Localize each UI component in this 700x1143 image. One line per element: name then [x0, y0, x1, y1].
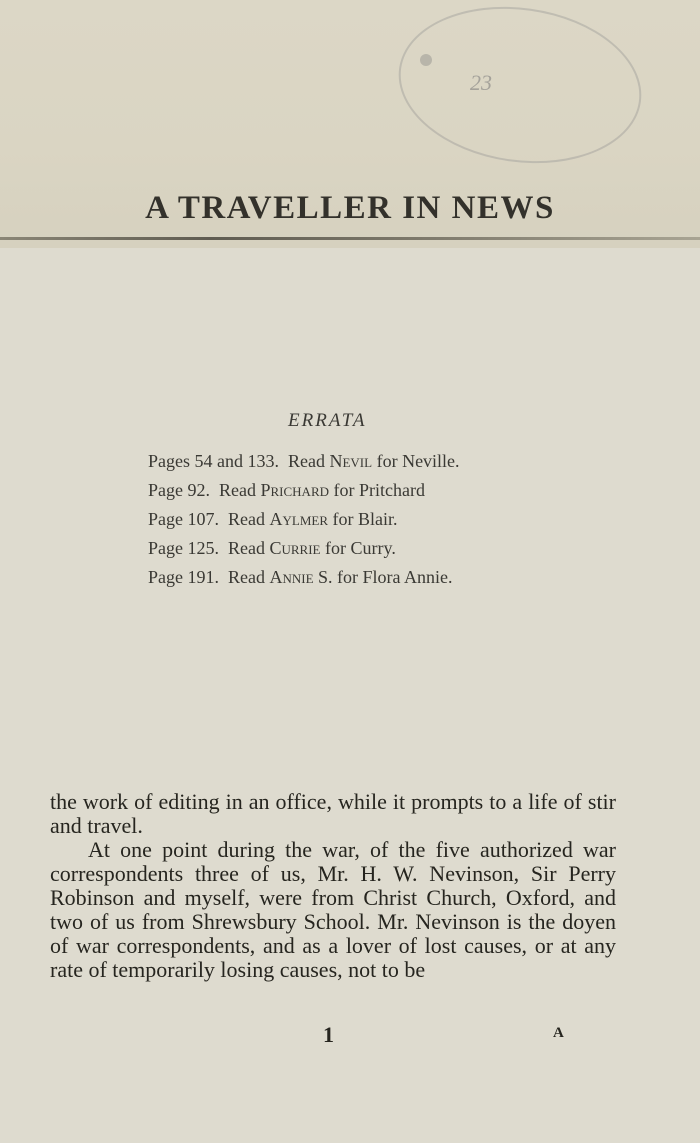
book-title: A TRAVELLER IN NEWS	[145, 190, 555, 226]
errata-correction: Aylmer	[269, 509, 328, 529]
stamp-number: 23	[470, 70, 492, 95]
errata-read: Read	[228, 567, 265, 587]
errata-read: Read	[228, 538, 265, 558]
errata-read: Read	[287, 451, 325, 471]
page-number: 1	[323, 1022, 334, 1047]
errata-page: Pages 54 and 133.	[148, 451, 279, 471]
errata-entry	[148, 476, 668, 505]
errata-entry	[148, 534, 668, 563]
errata-entry	[148, 505, 668, 534]
errata-page: Page 92.	[148, 480, 210, 500]
errata-entry	[148, 563, 668, 592]
errata-entry	[148, 447, 668, 476]
errata-page: Page 191.	[148, 567, 219, 587]
body-text	[50, 790, 616, 982]
errata-original: for Curry.	[325, 538, 396, 558]
title-rule	[0, 237, 700, 240]
errata-original: for Flora Annie.	[337, 567, 453, 587]
errata-original: for Pritchard	[333, 480, 425, 500]
errata-list	[148, 447, 668, 592]
errata-correction: Prichard	[260, 480, 330, 500]
errata-correction: Nevil	[329, 451, 373, 471]
errata-read: Read	[219, 480, 256, 500]
errata-page: Page 125.	[148, 538, 219, 558]
signature-mark: A	[553, 1025, 564, 1041]
errata-heading: ERRATA	[288, 410, 367, 431]
errata-correction: Currie	[269, 538, 321, 558]
errata-original: for Blair.	[332, 509, 398, 529]
errata-original: for Neville.	[376, 451, 460, 471]
stamp-mark	[420, 54, 432, 66]
paragraph: the work of editing in an office, while it prompts to a life of stir and travel.	[50, 789, 616, 838]
errata-read: Read	[228, 509, 265, 529]
paragraph: At one point during the war, of the five authorized war correspondents three of us, Mr. H. W. Nevinson, Sir Perry Robinson and myself, were from Christ Church, Oxford, and two of us from Shrewsbury School. Mr. Nevinson is the doyen of war correspondents, and as a lover of lost causes, or at any rate of temporarily losing causes, not to be	[50, 837, 616, 982]
errata-page: Page 107.	[148, 509, 219, 529]
errata-correction: Annie S.	[269, 567, 333, 587]
